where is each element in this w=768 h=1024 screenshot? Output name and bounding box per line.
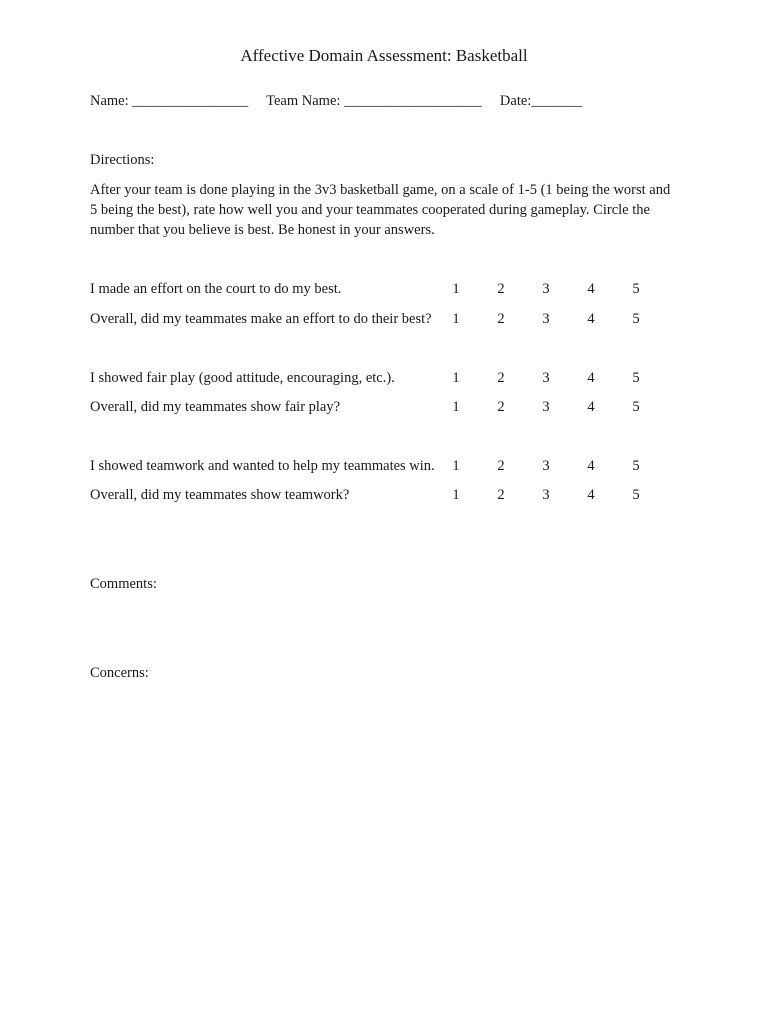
rating-option-4[interactable]: 4: [587, 281, 595, 297]
rating-option-5[interactable]: 5: [632, 311, 640, 327]
directions-label: Directions:: [90, 152, 155, 168]
rating-option-5[interactable]: 5: [632, 487, 640, 503]
rating-option-1[interactable]: 1: [452, 311, 460, 327]
page-title: Affective Domain Assessment: Basketball: [240, 46, 528, 65]
rating-option-1[interactable]: 1: [452, 487, 460, 503]
rating-option-2[interactable]: 2: [497, 311, 505, 327]
rating-row: [90, 370, 650, 390]
question-text: I showed teamwork and wanted to help my teammates win.: [90, 458, 435, 474]
rating-option-4[interactable]: 4: [587, 370, 595, 386]
question-text: Overall, did my teammates make an effort to do their best?: [90, 311, 432, 327]
rating-option-5[interactable]: 5: [632, 458, 640, 474]
question-text: Overall, did my teammates show teamwork?: [90, 487, 350, 503]
rating-row: [90, 281, 650, 301]
rating-option-3[interactable]: 3: [542, 458, 550, 474]
rating-option-3[interactable]: 3: [542, 399, 550, 415]
directions-text: After your team is done playing in the 3v3 basketball game, on a scale of 1-5 (1 being the worst and 5 being the best), rate how well you and your teammates cooperated during gameplay. Circle the number that you believe is best. Be honest in your answers.: [90, 182, 671, 238]
rating-option-2[interactable]: 2: [497, 399, 505, 415]
rating-option-2[interactable]: 2: [497, 487, 505, 503]
question-text: Overall, did my teammates show fair play?: [90, 399, 341, 415]
rating-option-3[interactable]: 3: [542, 487, 550, 503]
rating-row: [90, 311, 650, 331]
rating-row: [90, 399, 650, 419]
rating-option-2[interactable]: 2: [497, 281, 505, 297]
rating-option-2[interactable]: 2: [497, 458, 505, 474]
rating-row: [90, 487, 650, 507]
rating-option-5[interactable]: 5: [632, 399, 640, 415]
rating-option-1[interactable]: 1: [452, 281, 460, 297]
rating-option-3[interactable]: 3: [542, 311, 550, 327]
rating-option-1[interactable]: 1: [452, 399, 460, 415]
rating-option-1[interactable]: 1: [452, 458, 460, 474]
name-team-date-line: Name: ________________ Team Name: ___________________ Date:_______: [90, 93, 583, 109]
rating-option-5[interactable]: 5: [632, 370, 640, 386]
rating-option-4[interactable]: 4: [587, 311, 595, 327]
rating-option-2[interactable]: 2: [497, 370, 505, 386]
question-text: I made an effort on the court to do my best.: [90, 281, 342, 297]
rating-option-3[interactable]: 3: [542, 370, 550, 386]
rating-option-4[interactable]: 4: [587, 399, 595, 415]
concerns-label: Concerns:: [90, 665, 149, 681]
rating-option-3[interactable]: 3: [542, 281, 550, 297]
rating-option-4[interactable]: 4: [587, 487, 595, 503]
question-text: I showed fair play (good attitude, encouraging, etc.).: [90, 370, 395, 386]
rating-row: [90, 458, 650, 478]
rating-option-1[interactable]: 1: [452, 370, 460, 386]
comments-label: Comments:: [90, 576, 157, 592]
rating-option-5[interactable]: 5: [632, 281, 640, 297]
rating-option-4[interactable]: 4: [587, 458, 595, 474]
